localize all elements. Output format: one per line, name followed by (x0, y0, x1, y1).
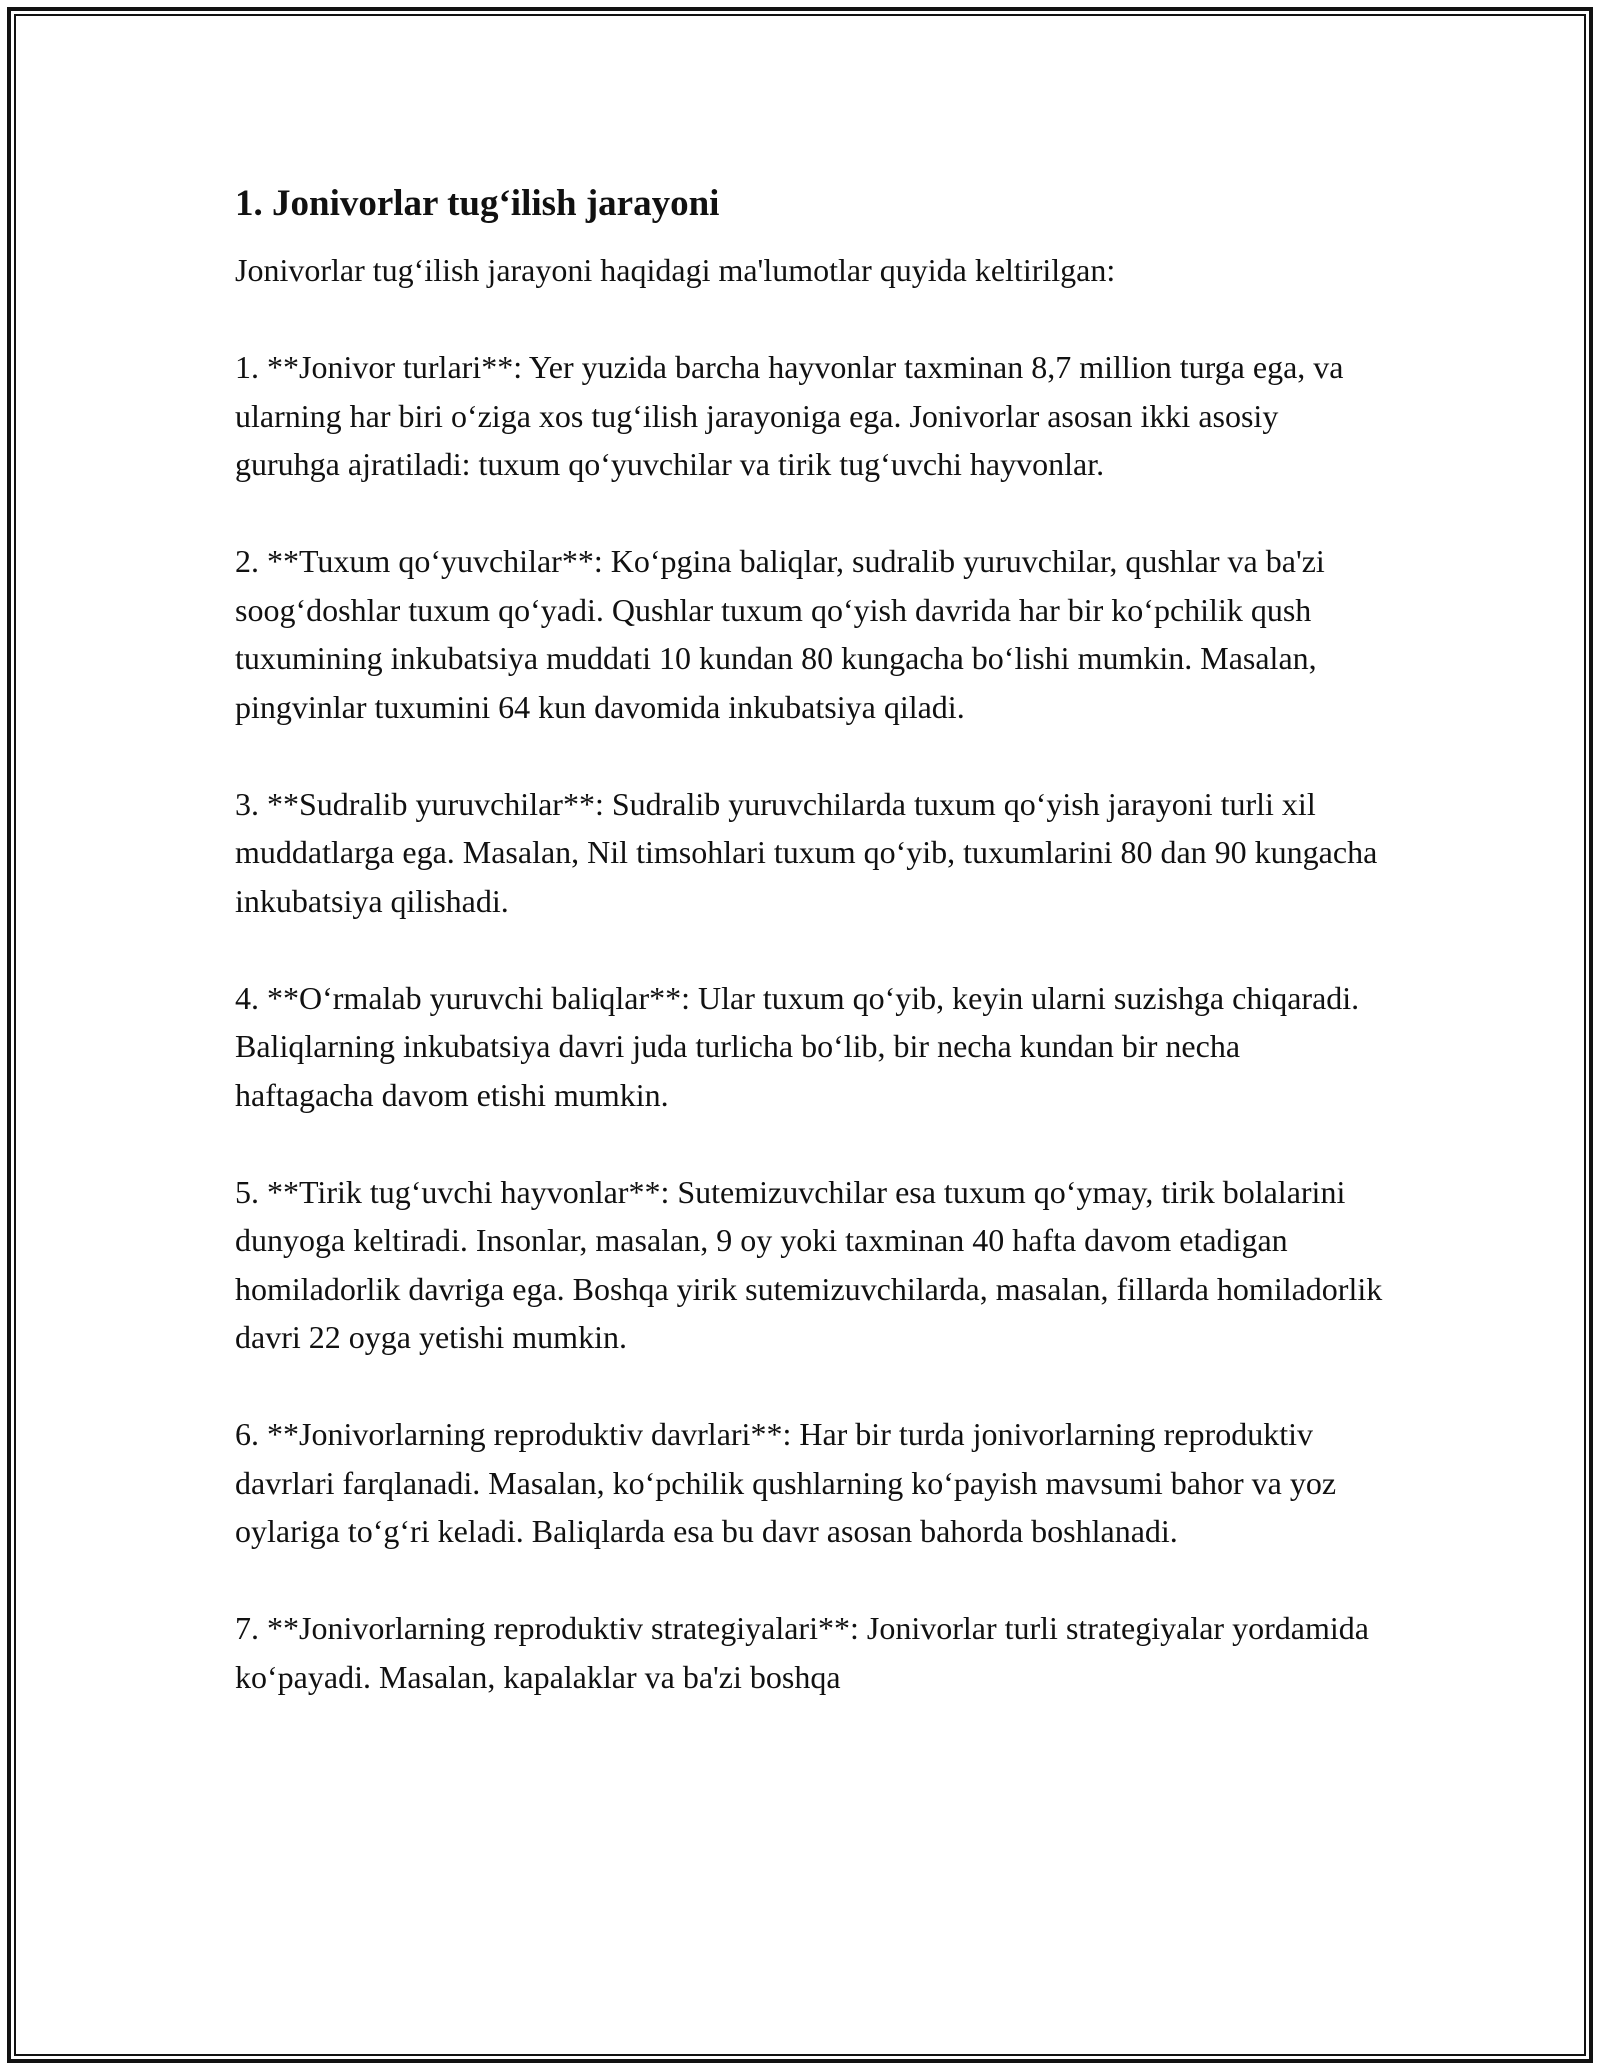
paragraph-5: 5. **Tirik tug‘uvchi hayvonlar**: Sutemizuvchilar esa tuxum qo‘ymay, tirik bolalarini dunyoga keltiradi. Insonlar, masalan, 9 oy yoki taxminan 40 hafta davom etadigan homiladorlik davriga ega. Boshqa yirik sutemizuvchilarda, masalan, fillarda homiladorlik davri 22 oyga yetishi mumkin. (235, 1173, 1383, 1355)
intro-paragraph: Jonivorlar tug‘ilish jarayoni haqidagi ma'lumotlar quyida keltirilgan: (235, 252, 1116, 288)
document-body (235, 180, 1385, 1750)
paragraph-2: 2. **Tuxum qo‘yuvchilar**: Ko‘pgina baliqlar, sudralib yuruvchilar, qushlar va ba'zi soog‘doshlar tuxum qo‘yadi. Qushlar tuxum qo‘yish davrida har bir ko‘pchilik qush tuxumining inkubatsiya muddati 10 kundan 80 kungacha bo‘lishi mumkin. Masalan, pingvinlar tuxumini 64 kun davomida inkubatsiya qiladi. (235, 543, 1325, 725)
paragraph-7: 7. **Jonivorlarning reproduktiv strategiyalari**: Jonivorlar turli strategiyalar yordamida ko‘payadi. Masalan, kapalaklar va ba'zi boshqa (235, 1610, 1369, 1695)
document-title: 1. Jonivorlar tug‘ilish jarayoni (235, 183, 720, 224)
paragraph-3: 3. **Sudralib yuruvchilar**: Sudralib yuruvchilarda tuxum qo‘yish jarayoni turli xil muddatlarga ega. Masalan, Nil timsohlari tuxum qo‘yib, tuxumlarini 80 dan 90 kungacha inkubatsiya qilishadi. (235, 785, 1378, 919)
paragraph-4: 4. **O‘rmalab yuruvchi baliqlar**: Ular tuxum qo‘yib, keyin ularni suzishga chiqaradi. Baliqlarning inkubatsiya davri juda turlicha bo‘lib, bir necha kundan bir necha haftagacha davom etishi mumkin. (235, 979, 1360, 1113)
paragraph-6: 6. **Jonivorlarning reproduktiv davrlari**: Har bir turda jonivorlarning reproduktiv davrlari farqlanadi. Masalan, ko‘pchilik qushlarning ko‘payish mavsumi bahor va yoz oylariga to‘g‘ri keladi. Baliqlarda esa bu davr asosan bahorda boshlanadi. (235, 1416, 1337, 1549)
paragraph-1: 1. **Jonivor turlari**: Yer yuzida barcha hayvonlar taxminan 8,7 million turga ega, va ularning har biri o‘ziga xos tug‘ilish jarayoniga ega. Jonivorlar asosan ikki asosiy guruhga ajratiladi: tuxum qo‘yuvchilar va tirik tug‘uvchi hayvonlar. (235, 349, 1344, 482)
